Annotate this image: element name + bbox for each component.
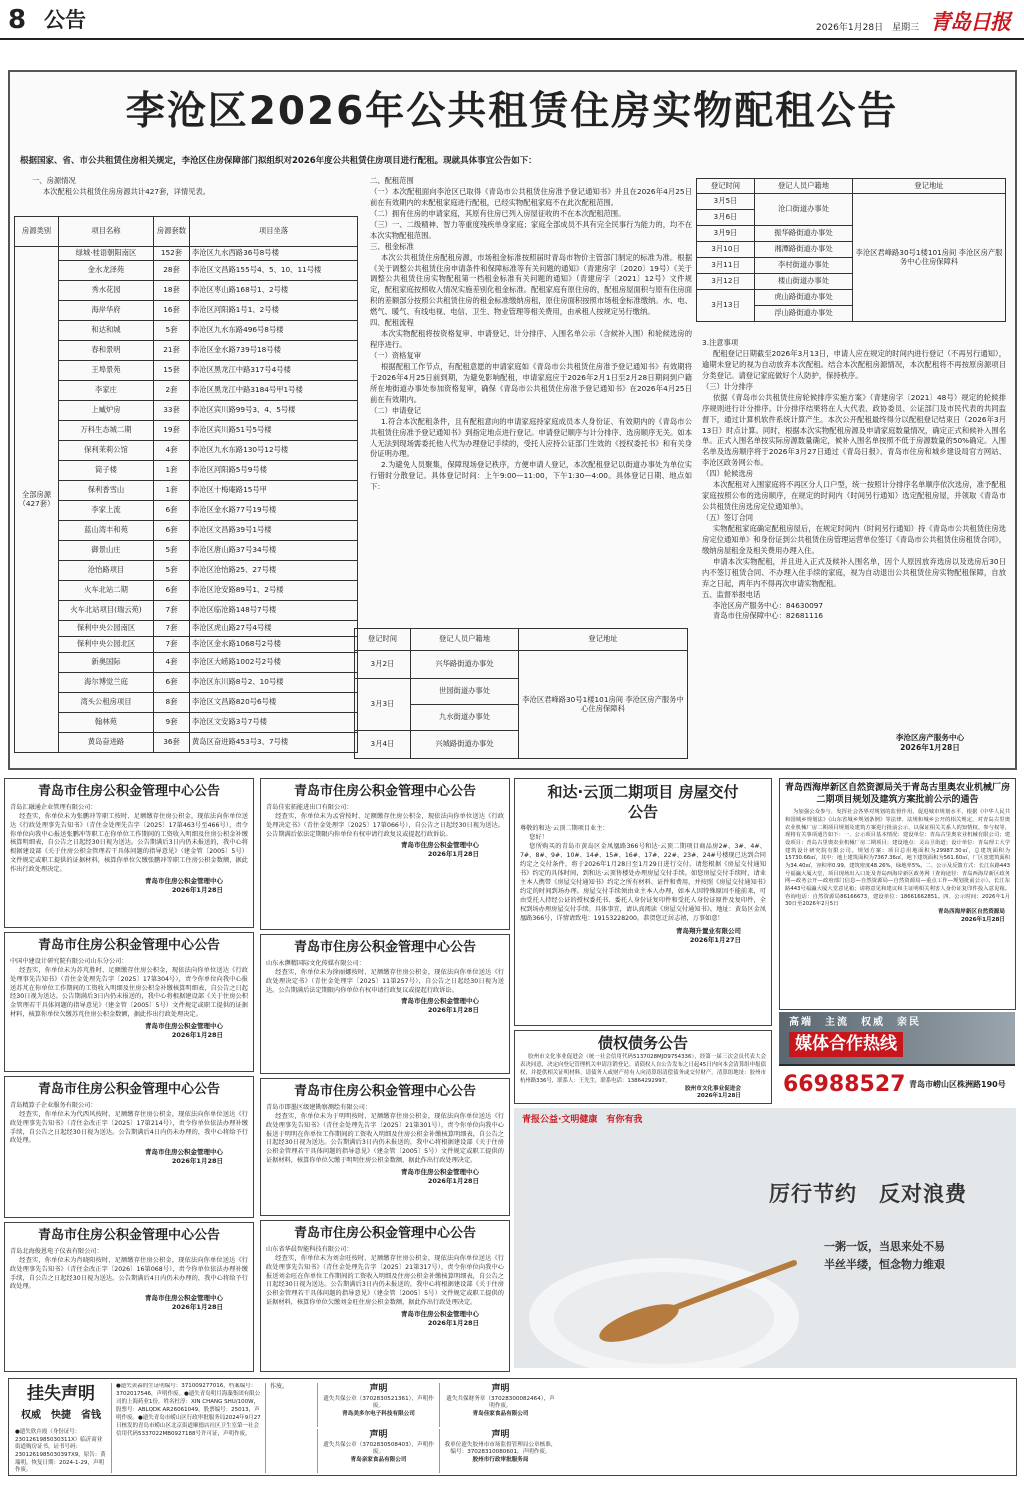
section-text: 本次配租公共租赁住房房源共计427套，详情见表。 bbox=[42, 186, 211, 196]
table-row bbox=[15, 621, 358, 637]
table-cell: 李沧区九水西路36号8号楼 bbox=[190, 247, 358, 261]
table-cell: 李家上流 bbox=[59, 501, 154, 521]
table-row bbox=[15, 653, 358, 673]
notice-date: 2026年1月28日 bbox=[171, 1303, 223, 1312]
table-row bbox=[15, 561, 358, 581]
planning-title: 青岛西海岸新区自然资源局关于青岛古里奥农业机械厂房二期项目规划及建筑方案批前公示的通告 bbox=[784, 783, 1010, 805]
table-cell: 保利茉莉公馆 bbox=[59, 441, 154, 461]
housing-table bbox=[14, 216, 358, 753]
paragraph: 2.为避免人员聚集，保障现场登记秩序，方便申请人登记，本次配租登记以街道办事处为单位实行错时分散登记。具体登记时间：上午9:00—11:00，下午1:30—4:00。具体登记日期、地点如下： bbox=[370, 460, 692, 492]
table-cell: 7套 bbox=[154, 601, 190, 621]
notice-body: 经查实，你单位未为代西风按时、足额缴存住房公积金，现依法向你单位送达《行政处理事先告知书》（青住金改正字〔2025〕17第214号），责令你单位依法办理补缴手续，自公告之日起经30日视为送达。公告期满后4日内仍未办理的，我中心将给予行政处理。 bbox=[10, 1110, 248, 1145]
paragraph: 本次公共租赁住房配租房源，市场租金标准按照届时青岛市物价主管部门制定的标准为准。根据《关于调整公共租赁住房申请条件和保障标准等有关问题的通知》（青建房字〔2020〕19号）《关于调整公共租赁住房实物配租第一档租金标准有关问题的通知》（青建房字〔2021〕12号）文件规定，配租家庭按照收入情况实施差别化租金标准。配租家庭有原住房的，配租房屋面积与原有住房面积的差额部分按照公共租赁住房的租金标准缴纳房租，原住房面积按照市场租金标准缴纳。水、电、燃气、暖气、有线电视、电信、卫生、物业管理等相关费用，由承租人按规定另行缴纳。 bbox=[370, 252, 692, 317]
table-cell: 3月13日 bbox=[697, 290, 755, 322]
table-row bbox=[15, 401, 358, 421]
table-cell: 振华路街道办事处 bbox=[755, 226, 853, 242]
table-row bbox=[15, 481, 358, 501]
delivery-greet: 您好！ bbox=[529, 833, 548, 841]
table-cell: 李沧区黑龙江中路3184号甲1号楼 bbox=[190, 381, 358, 401]
paragraph: （一）本次配租面向李沧区已取得《青岛市公共租赁住房准予登记通知书》并且在2026年4月25日前在有效期内的未配租家庭进行配租，已经实物配租家庭不在此次配租范围。 bbox=[370, 186, 692, 207]
delivery-org: 青岛翔升置业有限公司 bbox=[676, 926, 741, 935]
signature-date: 2026年1月28日 bbox=[900, 743, 960, 753]
table-row bbox=[15, 281, 358, 301]
promo-title: 厉行节约 反对浪费 bbox=[769, 1181, 967, 1206]
declaration bbox=[317, 1383, 435, 1427]
table-cell: 21套 bbox=[154, 341, 190, 361]
table-cell: 7套 bbox=[154, 637, 190, 653]
issue-date: 2026年1月28日 星期三 bbox=[816, 23, 920, 33]
table-cell: 16套 bbox=[154, 301, 190, 321]
table-cell: 3月2日 bbox=[355, 651, 411, 679]
table-cell: 3月5日 bbox=[697, 194, 755, 210]
table-cell: 李村街道办事处 bbox=[755, 258, 853, 274]
table-cell: 9套 bbox=[154, 713, 190, 733]
table-cell: 保利中央公园南区 bbox=[59, 621, 154, 637]
notice-org: 青岛市住房公积金管理中心 bbox=[401, 1168, 479, 1177]
delivery-title: 和达·云顶二期项目 房屋交付公告 bbox=[547, 783, 739, 821]
table-header: 房源套数 bbox=[154, 217, 190, 247]
table-row bbox=[15, 581, 358, 601]
table-header: 项目名称 bbox=[59, 217, 154, 247]
table-cell: 御景山庄 bbox=[59, 541, 154, 561]
debt-body: 胶州市文化事业促进会（统一社会信用代码5137028MJD9754336），经第一届三次会员代表大会表决同意，决定向登记管理机关申请注销登记。请债权人自公告发布之日起45日内向本会清算组申报债权，并提供相关证明材料。请债务人或财产持有人向清算组清偿债务或交付财产。清算组地址：胶州市杭州路336号，联系人：王先生，联系电话：13864292997。 bbox=[520, 1054, 766, 1084]
notice-title: 青岛市住房公积金管理中心公告 bbox=[293, 1084, 476, 1099]
table-cell: 3月12日 bbox=[697, 274, 755, 290]
table-header: 登记人员户籍地 bbox=[755, 179, 853, 194]
table-cell: 18套 bbox=[154, 281, 190, 301]
ad-phone: 66988527 bbox=[783, 1072, 906, 1097]
table-cell: 李沧区金水路739号18号楼 bbox=[190, 341, 358, 361]
notice-org: 青岛市住房公积金管理中心 bbox=[401, 1310, 479, 1319]
table-row bbox=[15, 321, 358, 341]
table-cell: 沧口街道办事处 bbox=[755, 194, 853, 226]
paragraph: 本次配租对入围家庭将不再区分人口户型，统一按照计分排序名单顺序依次选房，准予配租家庭按照公布的选房顺序，在规定的时间内（时间另行通知）选定配租房屋，并领取《青岛市公共租赁住房选房定位通知单》。 bbox=[702, 480, 1006, 512]
lost-subtitle: 权威 快捷 省钱 bbox=[21, 1409, 101, 1421]
classifieds bbox=[8, 1378, 1017, 1476]
table-cell: 李沧区唐山路37号34号楼 bbox=[190, 541, 358, 561]
table-cell: 全部房源（427套） bbox=[15, 247, 59, 753]
notice-org: 青岛市住房公积金管理中心 bbox=[401, 997, 479, 1006]
declaration bbox=[317, 1429, 435, 1473]
notice-org: 青岛市住房公积金管理中心 bbox=[401, 841, 479, 850]
table-cell: 李沧区文安路3号7号楼 bbox=[190, 713, 358, 733]
notice-recipient: 青岛佳宏拓能进出口有限公司： bbox=[266, 803, 353, 811]
table-header: 登记地址 bbox=[853, 179, 1006, 194]
table-cell: 蓝山湾丰和苑 bbox=[59, 521, 154, 541]
paragraph: （二）拥有住房的申请家庭，其原有住房已列入房屋征收的不在本次配租范围。 bbox=[370, 208, 626, 218]
table-row bbox=[15, 733, 358, 753]
notice-body: 经查实，你单位未为苏芃胜时、足额缴存住房公积金，现依法向你单位送达《行政处理事先告知书》（青住金处理先告字〔2025〕17第304号），责令你单位向我中心报送苏芃在你单位工作期间的工资收入明细及住房公积金补缴核算明细表，自公告之日起经30日视为送达。公告期满后3日内仍未报送的，我中心将根据建设部《关于住房公积金管理若干具体问题的指导意见》（建金管〔2005〕5号）文件规定或职工提供的证据材料，核算你单位欠缴苏芃住房公积金数额，据此作出行政处理决定。 bbox=[10, 966, 248, 1019]
notice-org: 青岛市住房公积金管理中心 bbox=[145, 1148, 223, 1157]
table-cell: 和达和城 bbox=[59, 321, 154, 341]
table-cell: 王埠景苑 bbox=[59, 361, 154, 381]
fund-notice bbox=[260, 778, 510, 930]
newspaper-logo: 青岛日报 bbox=[930, 9, 1010, 34]
paragraph: 五、监督举报电话 bbox=[702, 589, 761, 599]
notice-date: 2026年1月28日 bbox=[427, 850, 479, 859]
table-cell: 李沧区虎山路27号4号楼 bbox=[190, 621, 358, 637]
table-cell: 李沧区君峰路30号1楼101房间 李沧区房产服务中心住房保障科 bbox=[853, 194, 1006, 322]
notice-recipient: 山东永濒精国际文化传媒有限公司： bbox=[266, 959, 365, 967]
notice-title: 青岛市住房公积金管理中心公告 bbox=[37, 1082, 220, 1097]
notice-title: 青岛市住房公积金管理中心公告 bbox=[37, 784, 220, 799]
announcement-intro: 根据国家、省、市公共租赁住房相关规定，李沧区住房保障部门拟组织对2026年度公共租赁住房项目进行配租。现就具体事宜公告如下： bbox=[20, 156, 537, 166]
table-cell: 李沧区文昌路820号6号楼 bbox=[190, 693, 358, 713]
paragraph: 二、配租范围 bbox=[370, 176, 414, 185]
paragraph: 1.符合本次配租条件，且有配租意向的申请家庭持家庭成员本人身份证、有效期内的《青岛市公共租赁住房准予登记通知书》到指定地点进行登记。申请登记顺序与计分排序、选房顺序无关。如本人无法到现场需委托他人代为办理登记手续的，受托人应持公证部门生效的《授权委托书》和有关身份证明办理。 bbox=[370, 416, 692, 459]
fund-notice bbox=[260, 1220, 510, 1372]
table-cell: 春和景明 bbox=[59, 341, 154, 361]
lost-item: 作废。 bbox=[265, 1383, 313, 1473]
lost-item: ●遗失黄淼的生证明编号：371009277016，档案编号：3702017546，声明作废。●遗失青岛明月海藻集团有限公司的上海药业1份，姓名杜淳：XIN CHANG SHU/100W，股票号：ABLQDK AR26061049，股票编号：25013，声明作废。●遗失青岛市崂山区行政审批服务局2024年9月27日核发的青岛市崂山区北京街道顺德店社区卫生室第一社会信用代码5337022MB0927188号许可证，声明作废。 bbox=[111, 1383, 261, 1473]
table-cell: 李沧区宾川路99号3、4、5号楼 bbox=[190, 401, 358, 421]
notice-body: 经查实，你单位未为孟营按时、足额缴存住房公积金，现依法向你单位送达《行政处理决定书》（青住金处理字〔2025〕17第066号），自公告之日起经30日视为送达。公告期满后依法定期限内你单位有权申请行政复议或提起行政诉讼。 bbox=[266, 812, 504, 838]
signature-org: 李沧区房产服务中心 bbox=[895, 733, 965, 742]
table-cell: 黄岛区奋进路453号3、7号楼 bbox=[190, 733, 358, 753]
notice-date: 2026年1月28日 bbox=[171, 1157, 223, 1166]
fund-notice bbox=[4, 1076, 254, 1218]
declaration-body: 遗失共保公章（3702830521361），声明作废。 bbox=[323, 1395, 434, 1410]
table-cell: 保利中央公园北区 bbox=[59, 637, 154, 653]
table-cell: 筒子楼 bbox=[59, 461, 154, 481]
table-row bbox=[15, 693, 358, 713]
table-cell: 李沧区大崂路1002号2号楼 bbox=[190, 653, 358, 673]
declaration-title: 声明 bbox=[491, 1384, 510, 1394]
table-header: 登记人员户籍地 bbox=[411, 629, 519, 651]
declaration bbox=[439, 1429, 557, 1473]
table-cell: 李沧区枣山路168号1、2号楼 bbox=[190, 281, 358, 301]
table-cell: 绿城·桂语朝阳南区 bbox=[59, 247, 154, 261]
table-cell: 湘潭路街道办事处 bbox=[755, 242, 853, 258]
lost-header bbox=[15, 1383, 107, 1422]
table-row bbox=[15, 501, 358, 521]
declaration-org: 青岛亲家食品有限公司 bbox=[350, 1457, 407, 1464]
table-cell: 李家庄 bbox=[59, 381, 154, 401]
table-cell: 兴华路街道办事处 bbox=[411, 651, 519, 679]
debt-date: 2026年1月28日 bbox=[696, 1093, 741, 1100]
declaration-title: 声明 bbox=[369, 1430, 388, 1440]
fund-notice bbox=[4, 778, 254, 928]
table-cell: 19套 bbox=[154, 421, 190, 441]
paragraph: （四）轮候选房 bbox=[702, 469, 754, 479]
promo-line1: 一粥一饭，当思来处不易 bbox=[824, 1240, 945, 1253]
table-cell: 15套 bbox=[154, 361, 190, 381]
notice-org: 青岛市住房公积金管理中心 bbox=[145, 1022, 223, 1031]
notice-org: 青岛市住房公积金管理中心 bbox=[145, 877, 223, 886]
notice-org: 青岛市住房公积金管理中心 bbox=[145, 1294, 223, 1303]
table-cell: 上臧炉房 bbox=[59, 401, 154, 421]
notice-date: 2026年1月28日 bbox=[171, 1031, 223, 1040]
notice-body: 经查实，你单位未为张鹏冲等职工按时、足额缴存住房公积金，现依法向你单位送达《行政处理事先告知书》（青住金处理先告字〔2025〕17第463号至466号），责令你单位向我中心报送张鹏冲等职工在你单位工作期间的工资收入明细及住房公积金补缴核算明细表，自公告之日起经30日视为送达。公告期满后3日内仍未报送的，我中心将根据建设部《关于住房公积金管理若干具体问题的指导意见》（建金管〔2005〕5号）文件规定或职工提供的证据材料，核算你单位欠缴张鹏冲等职工住房公积金数额，据此作出行政处理决定。 bbox=[10, 812, 248, 874]
table-row bbox=[15, 301, 358, 321]
declaration-title: 声明 bbox=[491, 1430, 510, 1440]
table-cell: 李沧区九水东路496号8号楼 bbox=[190, 321, 358, 341]
declaration-body: 遗失共保公章（3702830508403），声明作废。 bbox=[323, 1441, 434, 1456]
table-cell: 李沧区君峰路30号1楼101房间 李沧区房产服务中心住房保障科 bbox=[519, 651, 688, 759]
paragraph: 配租登记日期截至2026年3月13日，申请人应在规定的时间内进行登记（不再另行通知），逾期未登记的视为自动放弃本次配租。结合本次配租房源情况，本次配租将不再按原房源项目分类登记。请登记家庭做好个人防护，保持秩序。 bbox=[702, 348, 1006, 380]
notice-title: 青岛市住房公积金管理中心公告 bbox=[293, 1226, 476, 1241]
table-cell: 海岸华府 bbox=[59, 301, 154, 321]
table-cell: 李沧区河阳路1号1、2号楼 bbox=[190, 301, 358, 321]
table-cell: 3月4日 bbox=[355, 731, 411, 759]
table-cell: 28套 bbox=[154, 261, 190, 281]
section-name: 公告 bbox=[44, 8, 86, 32]
public-service-ad bbox=[514, 1108, 1016, 1368]
table-header: 登记时间 bbox=[697, 179, 755, 194]
table-cell: 2套 bbox=[154, 381, 190, 401]
table-cell: 李沧区九水东路130号12号楼 bbox=[190, 441, 358, 461]
paragraph: 根据配租工作节点，有配租意愿的申请家庭如《青岛市公共租赁住房准予登记通知书》有效期将于2026年4月25日前到期，为避免影响配租，申请家庭应于2026年2月1日至2月28日期间到户籍所在地街道办事处参加资格复审，确保《青岛市公共租赁住房准予登记通知书》在2026年4月25日前在有效期内。 bbox=[370, 361, 692, 404]
table-cell: 3月9日 bbox=[697, 226, 755, 242]
table-cell: 海尔博觉兰庭 bbox=[59, 673, 154, 693]
notice-recipient: 青岛北海俊恩电子仪表有限公司： bbox=[10, 1247, 103, 1255]
table-row bbox=[15, 421, 358, 441]
paragraph: 青岛市住房保障中心：82681116 bbox=[712, 611, 824, 621]
table-cell: 楼山街道办事处 bbox=[755, 274, 853, 290]
planning-org: 青岛西海岸新区自然资源局 bbox=[937, 909, 1005, 916]
table-cell: 3月10日 bbox=[697, 242, 755, 258]
table-cell: 1套 bbox=[154, 481, 190, 501]
fund-notice bbox=[4, 932, 254, 1072]
paragraph: 三、租金标准 bbox=[370, 241, 414, 251]
table-cell: 李沧区沧安路89号1、2号楼 bbox=[190, 581, 358, 601]
notice-recipient: 青岛精算子企业服务有限公司： bbox=[10, 1101, 97, 1109]
table-cell: 九水街道办事处 bbox=[411, 705, 519, 731]
table-cell: 火车北站二期 bbox=[59, 581, 154, 601]
announcement-title: 李沧区2026年公共租赁住房实物配租公告 bbox=[125, 89, 899, 134]
table-cell: 李沧区文昌路155号4、5、10、11号楼 bbox=[190, 261, 358, 281]
debt-org: 胶州市文化事业促进会 bbox=[685, 1085, 741, 1092]
notice-recipient: 中国中建设计研究院有限公司山东分公司： bbox=[10, 957, 128, 965]
paragraph: （一）资格复审 bbox=[370, 351, 422, 360]
table-cell: 黄岛奋进路 bbox=[59, 733, 154, 753]
paragraph: 实物配租家庭确定配租房屋后，在规定时间内（时间另行通知）持《青岛市公共租赁住房选房定位通知单》和身份证到公共租赁住房管理运营单位签订《青岛市公共租赁住房租赁合同》，缴纳房屋租金及相关费用办理入住。 bbox=[702, 523, 1006, 555]
table-cell: 湾头公租房项目 bbox=[59, 693, 154, 713]
registration-table-2 bbox=[696, 178, 1006, 322]
table-row bbox=[15, 521, 358, 541]
table-cell: 李沧区金水路77号19号楼 bbox=[190, 501, 358, 521]
paragraph: （三）计分排序 bbox=[702, 381, 754, 391]
table-row bbox=[15, 713, 358, 733]
table-cell: 虎山路街道办事处 bbox=[755, 290, 853, 306]
table-row bbox=[15, 637, 358, 653]
table-cell: 金水龙泽苑 bbox=[59, 261, 154, 281]
declaration-title: 声明 bbox=[369, 1384, 388, 1394]
declaration bbox=[439, 1383, 557, 1427]
table-header: 项目坐落 bbox=[190, 217, 358, 247]
table-cell: 6套 bbox=[154, 581, 190, 601]
table-row bbox=[15, 381, 358, 401]
table-cell: 4套 bbox=[154, 441, 190, 461]
notice-title: 青岛市住房公积金管理中心公告 bbox=[37, 1228, 220, 1243]
table-row bbox=[15, 601, 358, 621]
page-number: 8 bbox=[8, 5, 27, 35]
table-cell: 6套 bbox=[154, 673, 190, 693]
table-cell: 李沧区十梅庵路15号甲 bbox=[190, 481, 358, 501]
table-cell: 秀水花园 bbox=[59, 281, 154, 301]
lost-item: ●遗失欣卉霞（身份证号：2301261985030311X）临沂商业街道购房证书，证书号码：2301261985030397X9，原告：黄瑞明，恢复日期：2024-1-29，声明作废。 bbox=[15, 1429, 106, 1474]
notice-date: 2026年1月28日 bbox=[427, 1006, 479, 1015]
table-cell: 李沧区河阳路5号9号楼 bbox=[190, 461, 358, 481]
table-cell: 5套 bbox=[154, 561, 190, 581]
notice-recipient: 青岛市即墨区级建勘察测绘有限公司： bbox=[266, 1103, 372, 1111]
table-row bbox=[15, 247, 358, 261]
media-hotline-ad bbox=[779, 1012, 1015, 1102]
table-cell: 152套 bbox=[154, 247, 190, 261]
table-cell: 李沧区东川路8号2、10号楼 bbox=[190, 673, 358, 693]
planning-body: 为加强公众参与，发挥社会各界对规划的监督作用，促进城市规划水平，根据《中华人民共和国城乡规划法》《山东省城乡规划条例》等法律、法规和城乡公开的相关规定，对青岛古里奥农业机械厂房二期项目规划及建筑方案进行批前公示，以保证相关关系人的知情权、参与权等，现将有关事项通告如下：一、公示项目基本情况：建设单位：青岛古里奥农业机械有限公司；建设项目：青岛古里奥农业机械厂房二期项目；建设地点：灵山卫街道；设计单位：青岛理工大学建筑设计研究院有限公司。规划方案：项目总用地面积为29987.30㎡，总建筑面积为15730.66㎡，其中：地上建筑面积为7367.36㎡，地下建筑面积为561.60㎡，厂区宽建筑面积为34.40㎡，容积率0.99，建筑密度48.26%，绿地率5%。二、公示及反馈方式：长江东路443号福瀛大厦大堂，项目现场出入口处及青岛西海岸新区政务网（查询途径：青岛西海岸新区政务网—政务公开—政府部门信息—自然资源局—自然资源局—重点工作—规划批前公示）。长江东路443号福瀛大厦大堂意见箱；请将意见和建议和主证明相关利害人身份证复印件投入意见箱。咨询电话：自然资源局86166673，建设单位：18661662851。四、公示时间：2026年1月30日至2026年2月5日 bbox=[785, 809, 1010, 908]
declaration-org: 青岛佳家食品有限公司 bbox=[472, 1411, 529, 1418]
table-header: 登记时间 bbox=[355, 629, 411, 651]
table-cell: 保利香雪山 bbox=[59, 481, 154, 501]
paragraph: 四、配租流程 bbox=[370, 318, 414, 328]
table-cell: 万科生态城二期 bbox=[59, 421, 154, 441]
table-header: 登记地址 bbox=[519, 629, 688, 651]
table-cell: 李沧区临沧路148号7号楼 bbox=[190, 601, 358, 621]
notice-title: 青岛市住房公积金管理中心公告 bbox=[293, 940, 476, 955]
notice-body: 经查实，你单位未为徐丽娜按时、足额缴存住房公积金，现依法向你单位送达《行政处理决定书》（青住金处理字〔2025〕11第257号），自公告之日起经30日视为送达。公告期满后法定期限内你单位有权申请行政复议或提起行政诉讼。 bbox=[266, 968, 504, 994]
planning-date: 2026年1月28日 bbox=[960, 916, 1005, 923]
table-cell: 36套 bbox=[154, 733, 190, 753]
notice-date: 2026年1月28日 bbox=[427, 1177, 479, 1186]
table-row bbox=[15, 541, 358, 561]
table-cell: 火车北站项目(瑞云苑) bbox=[59, 601, 154, 621]
fund-notice bbox=[260, 934, 510, 1074]
housing-section bbox=[32, 176, 352, 198]
page-header bbox=[0, 0, 1024, 40]
bowl-spoon-illustration bbox=[514, 1168, 814, 1368]
table-row bbox=[15, 441, 358, 461]
table-cell: 5套 bbox=[154, 541, 190, 561]
paragraph: 3.注意事项 bbox=[702, 338, 739, 347]
table-cell: 3月6日 bbox=[697, 210, 755, 226]
table-cell: 3月11日 bbox=[697, 258, 755, 274]
table-row bbox=[15, 341, 358, 361]
table-cell: 李沧区宾川路51号5号楼 bbox=[190, 421, 358, 441]
paragraph: 依据《青岛市公共租赁住房轮候排序实施方案》（青建房字〔2021〕48号）规定的轮候排序规则进行计分排序。计分排序结果将在人大代表、政协委员、公证部门及市民代表的共同监督下，通过计算机软件系统计算产生。本次公开配租最终得分以配租登记结束日（2026年3月13日）时点计算。同时，根据本次实物配租房源及申请家庭数量情况，确定正式和候补入围名单。正式入围名单按实际房源数量确定，候补入围名单按照不低于房源数量的50%确定。入围名单及选房顺序将于2026年3月27日通过《青岛日报》、青岛市住房和城乡建设局官方网站、李沧区政务网公布。 bbox=[702, 392, 1006, 468]
paragraph: 本次实物配租将按资格复审、申请登记、计分排序、入围名单公示（含候补入围）和轮候选房的程序进行。 bbox=[370, 329, 692, 350]
paragraph: 申请本次实物配租，并且进入正式及候补入围名单，因个人原因放弃选房以及选房后30日内不签订租赁合同、不办理入住手续的家庭，视为自动退出公共租赁住房实物配租保障，自放弃之日起，两年内不得再次申请实物配租。 bbox=[702, 556, 1006, 588]
table-cell: 6套 bbox=[154, 521, 190, 541]
ad-headline: 媒体合作热线 bbox=[789, 1032, 903, 1057]
notice-body: 经查实，你单位未为于明明按时、足额缴存住房公积金，现依法向你单位送达《行政处理事先告知书》（青住金处理先告字〔2025〕21第301号），责令你单位向我中心报送于明明在你单位工作期间的工资收入明细及住房公积金补缴核算明细表，自公告之日起经30日视为送达。公告期满后3日内仍未报送的，我中心将根据建设部《关于住房公积金管理若干具体问题的指导意见》（建金管〔2005〕5号）文件规定或职工提供的证据材料，核算你单位欠缴于明明住房公积金数额，据此作出行政处理决定。 bbox=[266, 1112, 504, 1165]
table-cell: 翰林苑 bbox=[59, 713, 154, 733]
delivery-to: 尊敬的和达·云顶二期项目业主： bbox=[520, 825, 609, 832]
notice-body: 经查实，你单位未为刘金旺按时、足额缴存住房公积金，现依法向你单位送达《行政处理事先告知书》（青住金处理先告字〔2025〕21第317号），责令你单位向我中心报送刘金旺在你单位工作期间的工资收入明细及住房公积金补缴核算明细表，自公告之日起经30日视为送达。公告期满后3日内仍未报送的，我中心将根据建设部《关于住房公积金管理若干具体问题的指导意见》（建金管〔2005〕5号）文件规定或职工提供的证据材料，核算你单位欠缴刘金旺住房公积金数额，据此作出行政处理决定。 bbox=[266, 1254, 504, 1307]
paragraph: （二）申请登记 bbox=[370, 405, 422, 415]
table-cell: 1套 bbox=[154, 461, 190, 481]
announcement-column-3 bbox=[702, 338, 1006, 622]
promo-line2: 半丝半缕，恒念物力维艰 bbox=[824, 1258, 945, 1271]
table-cell: 李沧区沧怡路25、27号楼 bbox=[190, 561, 358, 581]
table-cell: 5套 bbox=[154, 321, 190, 341]
registration-table-1 bbox=[354, 628, 688, 759]
announcement-column-2 bbox=[370, 176, 692, 493]
section-heading: 一、房源情况 bbox=[32, 176, 76, 185]
table-cell: 新奥国际 bbox=[59, 653, 154, 673]
declaration-body: 我单位遗失胶州市市场监督管理局公章核准，编号：37028310080601，声明作废。 bbox=[444, 1441, 557, 1456]
table-cell: 7套 bbox=[154, 621, 190, 637]
announcement-signature bbox=[870, 733, 990, 754]
table-cell: 李沧区黑龙江中路317号4号楼 bbox=[190, 361, 358, 381]
delivery-date: 2026年1月27日 bbox=[689, 935, 741, 944]
notice-body: 经查实，你单位未为肖晓阳按时、足额缴存住房公积金，现依法向你单位送达《行政处理事先告知书》（青住金改正字〔2026〕16第068号），责令你单位依法办理补缴手续，自公告之日起经30日视为送达。公告期满后4日内仍未办理的，我中心将给予行政处理。 bbox=[10, 1256, 248, 1291]
table-cell: 沧怡路项目 bbox=[59, 561, 154, 581]
table-cell: 6套 bbox=[154, 501, 190, 521]
table-cell: 李沧区金水路1068号2号楼 bbox=[190, 637, 358, 653]
debt-notice bbox=[514, 1030, 772, 1104]
promo-top: 青报公益·文明健康 有你有我 bbox=[522, 1115, 643, 1125]
table-cell: 浮山路街道办事处 bbox=[755, 306, 853, 322]
table-cell: 3月3日 bbox=[355, 679, 411, 731]
lost-title: 挂失声明 bbox=[27, 1384, 95, 1404]
notice-date: 2026年1月28日 bbox=[171, 886, 223, 895]
declaration-org: 青岛美多尔电子科技有限公司 bbox=[342, 1411, 415, 1418]
declaration-body: 遗失共保财务章（37028300082464），声明作废。 bbox=[446, 1395, 555, 1410]
paragraph: 李沧区房产服务中心：84630097 bbox=[712, 600, 824, 610]
table-row bbox=[15, 261, 358, 281]
table-header: 房源类别 bbox=[15, 217, 59, 247]
notice-date: 2026年1月28日 bbox=[427, 1319, 479, 1328]
table-row bbox=[15, 461, 358, 481]
table-cell: 33套 bbox=[154, 401, 190, 421]
table-cell: 4套 bbox=[154, 653, 190, 673]
fund-notice bbox=[260, 1078, 510, 1216]
fund-notice bbox=[4, 1222, 254, 1372]
delivery-body: 您所购买的青岛市黄岛区金凤凰路366号和达·云顶二期项目商品房2#、3#、4#、7#、8#、9#、10#、14#、15#、16#、17#、22#、23#、24#号楼现已达到合同约定之交付条件，将于2026年1月28日至1月29日进行交付。请您根据《房屋交付通知书》约定的具体时间，到和达·云顶售楼处办理房屋交付手续。如您房屋交付手续时，请业主本人携带《房屋交付通知书》约定之所有材料、证件和费用，并按照《房屋交付通知书》约定的时间到场办理。房屋交付手续须由业主本人办理，如本人因特殊原因不能前来，可由受托人持经公证的授权委托书、委托人身份证复印件和受托人身份证原件及复印件，全权到场办理房屋交付手续。具体事宜，请认真阅读《房屋交付通知书》。地址：黄岛区金凤凰路366号，详情请致电：19153228200。恭贺您迁居志禧，万事如意！ bbox=[520, 842, 766, 922]
debt-title: 债权债务公告 bbox=[597, 1034, 688, 1052]
table-cell: 8套 bbox=[154, 693, 190, 713]
notice-recipient: 山东省华晨智能科技有限公司： bbox=[266, 1245, 353, 1253]
notice-recipient: 青岛汇融通企业管理有限公司： bbox=[10, 803, 97, 811]
notice-title: 青岛市住房公积金管理中心公告 bbox=[293, 784, 476, 799]
ad-tags: 高端 主流 权威 亲民 bbox=[789, 1017, 921, 1028]
paragraph: （五）签订合同 bbox=[702, 513, 754, 522]
notice-title: 青岛市住房公积金管理中心公告 bbox=[37, 938, 220, 953]
table-row bbox=[15, 673, 358, 693]
table-cell: 兴城路街道办事处 bbox=[411, 731, 519, 759]
planning-notice bbox=[779, 778, 1016, 1010]
table-cell: 李沧区文昌路39号1号楼 bbox=[190, 521, 358, 541]
table-cell: 世园街道办事处 bbox=[411, 679, 519, 705]
delivery-notice bbox=[514, 778, 772, 1026]
paragraph: （三）一、二级精神、智力等重度残疾单身家庭；家庭全部成员不具有完全民事行为能力的，均不在本次实物配租范围。 bbox=[370, 219, 692, 240]
ad-address: 青岛市崂山区株洲路190号 bbox=[909, 1080, 1006, 1089]
table-row bbox=[15, 361, 358, 381]
declaration-org: 胶州市行政审批服务局 bbox=[472, 1457, 529, 1464]
